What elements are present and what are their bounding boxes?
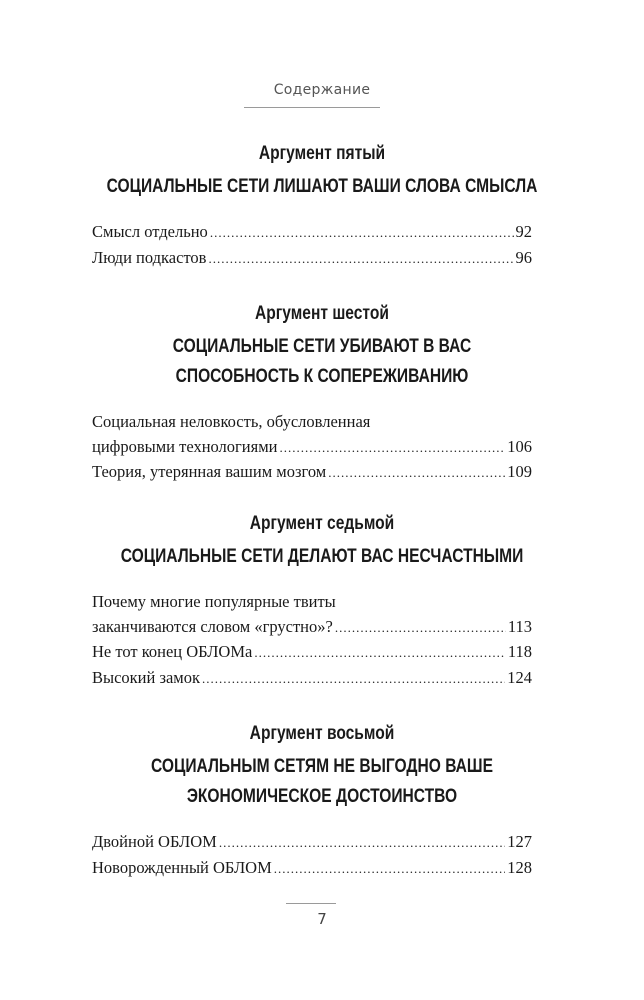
section-heading-line: СОЦИАЛЬНЫЕ СЕТИ ЛИШАЮТ ВАШИ СЛОВА СМЫСЛА <box>106 176 538 197</box>
argument-title: Аргумент седьмой <box>249 513 395 534</box>
section-heading-line: СОЦИАЛЬНЫЕ СЕТИ ДЕЛАЮТ ВАС НЕСЧАСТНЫМИ <box>120 546 524 567</box>
entry-title: Смысл отдельно <box>92 222 208 241</box>
toc-entry[interactable] <box>92 410 532 460</box>
entry-page-number: 124 <box>507 667 532 687</box>
toc-section <box>0 720 644 881</box>
running-header: Содержание <box>273 82 371 98</box>
dot-leader <box>210 221 514 246</box>
section-heading-line: СОЦИАЛЬНЫЕ СЕТИ УБИВАЮТ В ВАС <box>172 336 472 357</box>
entry-page-number: 106 <box>507 436 532 456</box>
entry-title-line: Почему многие популярные твиты <box>92 592 336 611</box>
toc-section <box>0 140 644 271</box>
entry-page-number: 92 <box>515 222 532 241</box>
toc-entry[interactable] <box>92 856 532 882</box>
section-heading-line: СПОСОБНОСТЬ К СОПЕРЕЖИВАНИЮ <box>175 366 469 387</box>
toc-entries <box>0 590 644 691</box>
dot-leader <box>328 461 505 486</box>
page-number: 7 <box>317 910 327 928</box>
toc-entry[interactable] <box>92 590 532 640</box>
entry-title: Двойной ОБЛОМ <box>92 832 217 851</box>
entry-title: заканчиваются словом «грустно»? <box>92 616 333 636</box>
toc-entries <box>0 410 644 486</box>
section-heading <box>58 172 586 202</box>
toc-entry[interactable] <box>92 666 532 692</box>
toc-entries <box>0 830 644 881</box>
dot-leader <box>335 616 506 641</box>
dot-leader <box>274 857 505 882</box>
dot-leader <box>280 436 506 461</box>
section-heading <box>58 332 586 392</box>
entry-title: Люди подкастов <box>92 247 207 267</box>
toc-entry[interactable] <box>92 830 532 856</box>
footer-divider <box>286 903 336 904</box>
toc-section <box>0 300 644 486</box>
argument-title: Аргумент пятый <box>258 143 386 164</box>
entry-page-number: 127 <box>507 832 532 851</box>
toc-entry[interactable] <box>92 460 532 486</box>
entry-title: цифровыми технологиями <box>92 436 278 456</box>
argument-title: Аргумент шестой <box>255 303 389 324</box>
argument-title: Аргумент восьмой <box>249 723 395 744</box>
section-heading-line: СОЦИАЛЬНЫМ СЕТЯМ НЕ ВЫГОДНО ВАШЕ <box>150 756 493 777</box>
toc-entries <box>0 220 644 271</box>
entry-title: Не тот конец ОБЛОМа <box>92 642 253 661</box>
dot-leader <box>202 667 505 692</box>
dot-leader <box>208 247 513 272</box>
entry-title: Высокий замок <box>92 667 201 687</box>
entry-title: Теория, утерянная вашим мозгом <box>92 462 327 481</box>
section-heading-line: ЭКОНОМИЧЕСКОЕ ДОСТОИНСТВО <box>186 786 458 807</box>
toc-section <box>0 510 644 691</box>
toc-entry[interactable] <box>92 640 532 666</box>
entry-title-line: Социальная неловкость, обусловленная <box>92 412 371 431</box>
dot-leader <box>219 831 505 856</box>
toc-entry[interactable] <box>92 220 532 246</box>
toc-entry[interactable] <box>92 246 532 272</box>
section-heading <box>58 752 586 812</box>
entry-page-number: 118 <box>507 642 532 661</box>
entry-page-number: 128 <box>507 857 532 877</box>
entry-page-number: 109 <box>507 462 532 481</box>
entry-title: Новорожденный ОБЛОМ <box>92 857 272 877</box>
section-heading <box>58 542 586 572</box>
header-divider <box>244 107 380 108</box>
entry-page-number: 96 <box>515 247 532 267</box>
dot-leader <box>254 641 506 666</box>
entry-page-number: 113 <box>507 616 532 636</box>
